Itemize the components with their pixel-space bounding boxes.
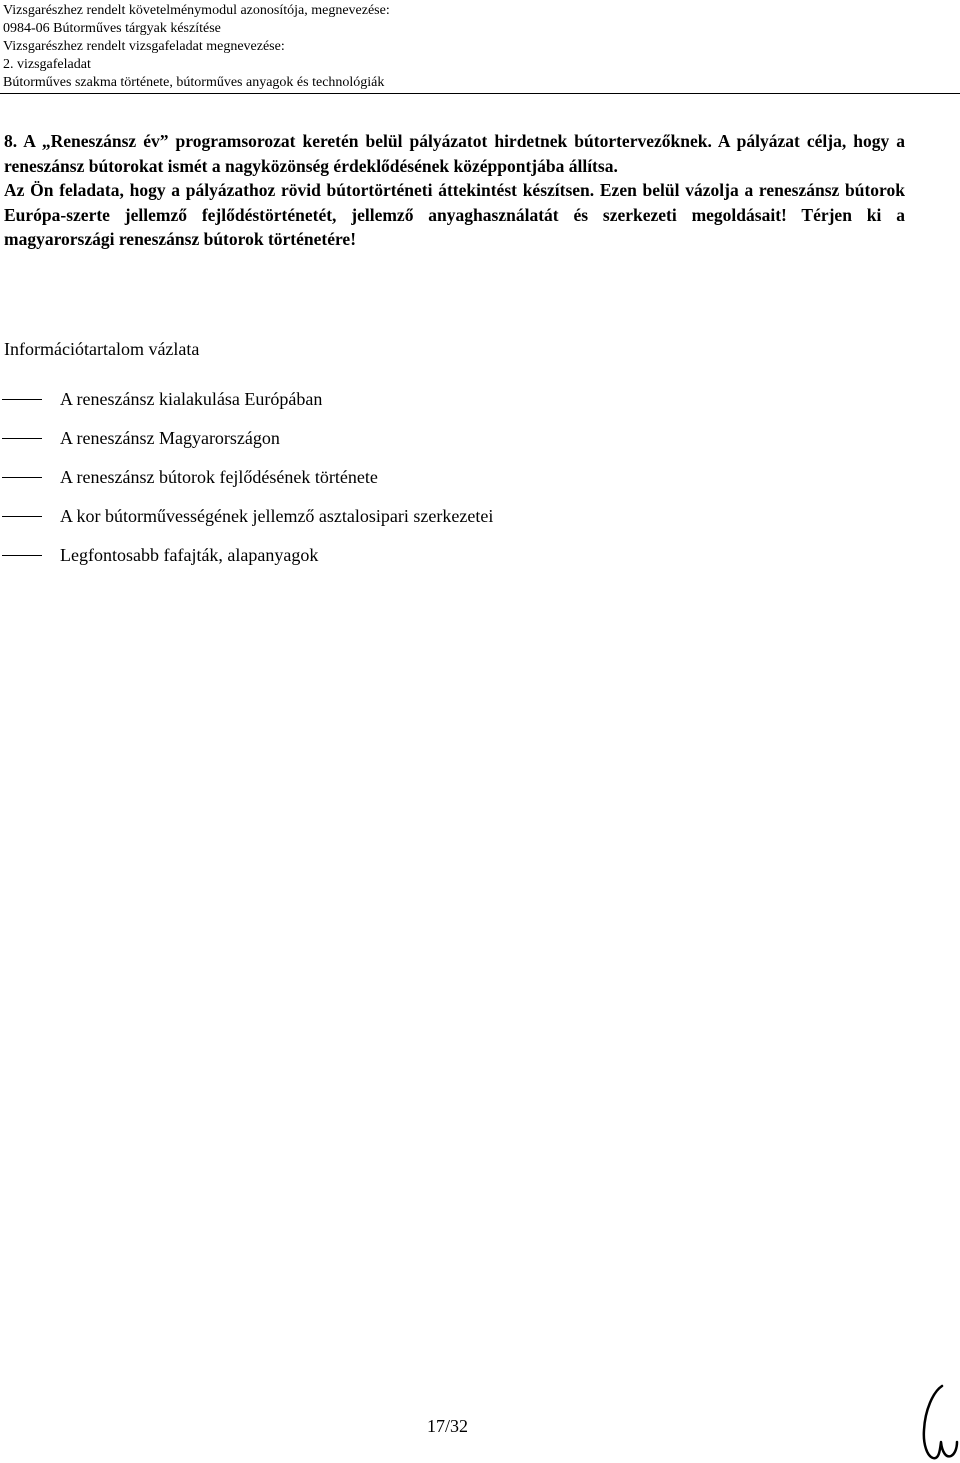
dash-bullet-icon (2, 477, 42, 478)
dash-bullet-icon (2, 516, 42, 517)
header-module-label: Vizsgarészhez rendelt követelménymodul azonosítója, megnevezése: (3, 3, 390, 18)
header-task-name: Bútorműves szakma története, bútorműves anyagok és technológiák (3, 75, 385, 90)
header-task-label: Vizsgarészhez rendelt vizsgafeladat megnevezése: (3, 39, 285, 54)
list-item-text: A kor bútorművességének jellemző asztalosipari szerkezetei (60, 506, 494, 526)
list-item-text: Legfontosabb fafajták, alapanyagok (60, 545, 319, 565)
header-task-number: 2. vizsgafeladat (3, 57, 91, 72)
task-instructions: Az Ön feladata, hogy a pályázathoz rövid bútortörténeti áttekintést készítsen. Ezen belül vázolja a reneszánsz bútorok Európa-szerte jellemző fejlődéstörténetét, jellemző anyaghasználatát és szerkezeti megoldásait! Térjen ki a magyarországi reneszánsz bútorok történetére! (4, 180, 905, 249)
signature-mark (915, 1382, 960, 1462)
header-module-name: 0984-06 Bútorműves tárgyak készítése (3, 21, 221, 36)
page-header (3, 2, 953, 92)
page-number: 17/32 (427, 1416, 469, 1436)
list-item-text: A reneszánsz kialakulása Európában (60, 389, 323, 409)
dash-bullet-icon (2, 555, 42, 556)
outline-title: Információtartalom vázlata (4, 339, 200, 359)
dash-bullet-icon (2, 438, 42, 439)
task-intro: 8. A „Reneszánsz év” programsorozat keretén belül pályázatot hirdetnek bútortervezőknek. A pályázat célja, hogy a reneszánsz bútorokat ismét a nagyközönség érdeklődésének középpontjába állítsa. (4, 131, 905, 176)
list-item-text: A reneszánsz Magyarországon (60, 428, 280, 448)
dash-bullet-icon (2, 399, 42, 400)
header-divider (0, 93, 960, 94)
list-item-text: A reneszánsz bútorok fejlődésének története (60, 467, 378, 487)
task-description (4, 129, 905, 252)
